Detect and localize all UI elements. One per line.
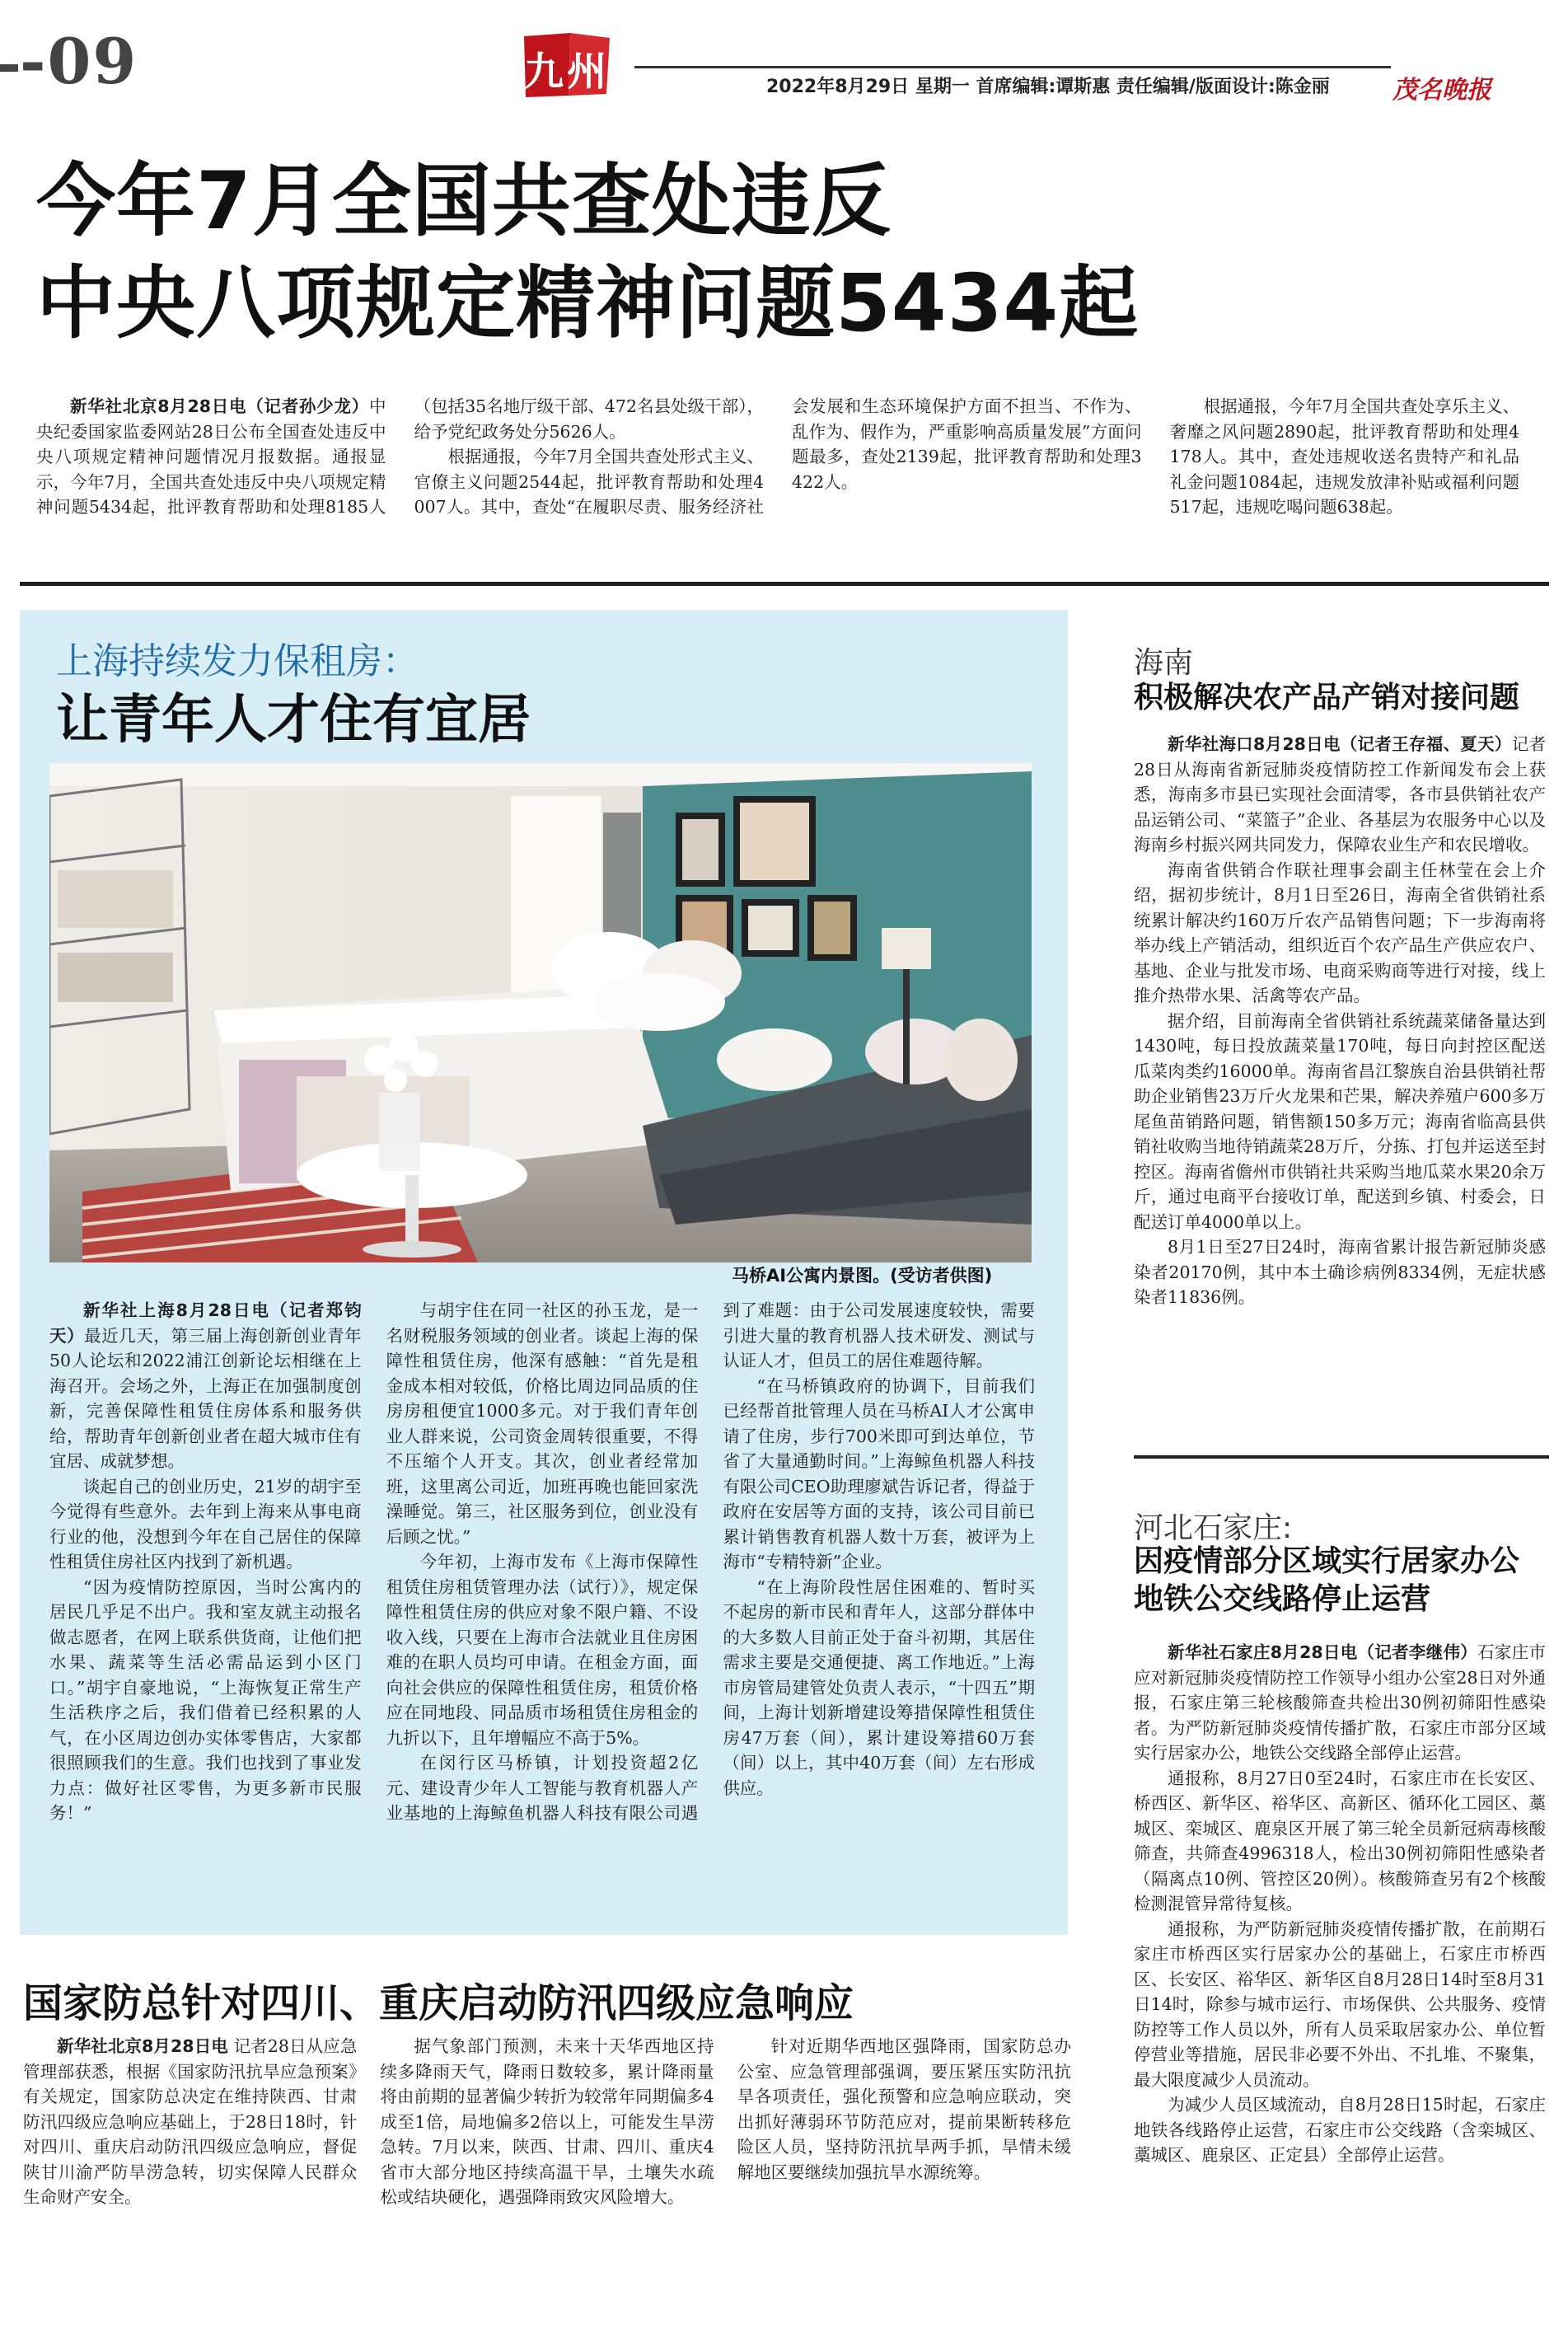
hainan-article-body — [1134, 732, 1546, 1310]
shanghai-article-body — [49, 1298, 1035, 1932]
shanghai-title: 让青年人才住有宜居 — [56, 690, 531, 751]
newspaper-logo: 茂名晚报 — [1392, 76, 1491, 105]
shanghai-subtitle: 上海持续发力保租房： — [56, 640, 419, 682]
shanghai-paragraph: “在马桥镇政府的协调下，目前我们已经帮首批管理人员在马桥AI人才公寓申请了住房，步行700米即可到达单位，节省了大量通勤时间。”上海鲸鱼机器人科技有限公司CEO助理廖斌告诉记者，得益于政府在安居等方面的支持，该公司目前已累计销售教育机器人数十万套，被评为上海市“专精特新”企业。 — [723, 1375, 1035, 1572]
column-divider — [1134, 1455, 1549, 1459]
shanghai-paragraph: 与胡宇住在同一社区的孙玉龙，是一名财税服务领域的创业者。谈起上海的保障性租赁住房，他深有感触：“首先是租金成本相对较低，价格比周边同品质的住房房租便宜1000多元。对于我们青年创业人群来说，公司资金周转很重要，不得不压缩个人开支。其次，创业者经常加班，这里离公司近，加班再晚也能回家洗澡睡觉。第三，社区服务到位，创业没有后顾之忧。” — [386, 1300, 699, 1547]
hebei-subtitle: 河北石家庄: — [1134, 1511, 1293, 1545]
hainan-paragraph: 据介绍，目前海南全省供销社系统蔬菜储备量达到1430吨，每日投放蔬菜量170吨，每日向封控区配送瓜菜肉类约16000单。海南省昌江黎族自治县供销社帮助企业销售23万斤火龙果和芒果，解决养殖户600多万尾鱼苗销路问题，销售额150多万元；海南省临高县供销社收购当地待销蔬菜28万斤，分拣、打包并运送至封控区。海南省儋州市供销社共采购当地瓜菜水果20余万斤，通过电商平台接收订单，配送到乡镇、村委会，日配送订单4000单以上。 — [1134, 1010, 1546, 1232]
shanghai-paragraph: 在闵行区马桥镇，计划投资超2亿元、建设青少年人工智能与教育机器人产业基地的上海鲸鱼机器人科技有限公司遇到了难题：由于公司发展速度较快，需要引进大量的教育机器人技术研发、测试与认证人才，但员工的居住难题待解。 — [386, 1300, 1035, 1823]
page-number: -09 — [20, 25, 138, 98]
headline-line-1: 今年7月全国共查处违反 — [36, 155, 892, 247]
hebei-dateline: 新华社石家庄8月28日电（记者李继伟） — [1168, 1642, 1478, 1662]
shanghai-paragraph: “在上海阶段性居住困难的、暂时买不起房的新市民和青年人，这部分群体中的大多数人目前正处于奋斗初期，其居住需求主要是交通便捷、离工作地近。”上海市房管局建管处负责人表示，“十四五”期间，上海计划新增建设筹措保障性租赁住房47万套（间），累计建设筹措60万套（间）以上，其中40万套（间）左右形成供应。 — [723, 1576, 1035, 1798]
hebei-paragraph: 石家庄市应对新冠肺炎疫情防控工作领导小组办公室28日对外通报，石家庄第三轮核酸筛查共检出30例初筛阳性感染者。为严防新冠肺炎疫情传播扩散，石家庄市部分区域实行居家办公，地铁公交线路全部停止运营。 — [1134, 1642, 1546, 1763]
main-headline — [36, 150, 1536, 354]
headline-line-2: 中央八项规定精神问题5434起 — [36, 257, 1140, 349]
section-name: 九州 — [524, 49, 611, 95]
lead-paragraph: 根据通报，今年7月全国共查处形式主义、官僚主义问题2544起，批评教育帮助和处理4007人。其中，查处“在履职尽责、服务经济社会发展和生态环境保护方面不担当、不作为、乱作为、假作为，严重影响高质量发展”方面问题最多，查处2139起，批评教育帮助和处理3422人。 — [414, 396, 1142, 517]
hebei-paragraph: 为减少人员区域流动，自8月28日15时起，石家庄地铁各线路停止运营，石家庄市公交线路（含栾城区、藁城区、鹿泉区、正定县）全部停止运营。 — [1134, 2095, 1546, 2165]
lead-paragraph: 根据通报，今年7月全国共查处享乐主义、奢靡之风问题2890起，批评教育帮助和处理4178人。其中，查处违规收送名贵特产和礼品礼金问题1084起，违规发放津补贴或福利问题517起，违规吃喝问题638起。 — [1169, 396, 1519, 517]
shanghai-paragraph: “因为疫情防控原因，当时公寓内的居民几乎足不出户。我和室友就主动报名做志愿者，在网上联系供货商，让他们把水果、蔬菜等生活必需品运到小区门口。”胡宇自豪地说，“上海恢复正常生产生活秩序之后，我们借着已经积累的人气，在小区周边创办实体零售店，大家都很照顾我们的生意。我们也找到了事业发力点：做好社区零售，为更多新市民服务！” — [49, 1576, 362, 1823]
hainan-subtitle: 海南 — [1134, 646, 1194, 680]
flood-paragraph: 据气象部门预测，未来十天华西地区持续多降雨天气，降雨日数较多，累计降雨量将由前期的显著偏少转折为较常年同期偏多4成至1倍，局地偏多2倍以上，可能发生旱涝急转。7月以来，陕西、甘肃、四川、重庆4省市大部分地区持续高温干旱，土壤失水疏松或结块硬化，遇强降雨致灾风险增大。 — [380, 2036, 714, 2207]
hainan-dateline: 新华社海口8月28日电（记者王存福、夏天） — [1168, 734, 1512, 754]
hebei-paragraph: 通报称，8月27日0至24时，石家庄市在长安区、桥西区、新华区、裕华区、高新区、循环化工园区、藁城区、栾城区、鹿泉区开展了第三轮全员新冠病毒核酸筛查，共筛查4996318人，检出30例初筛阳性感染者（隔离点10例、管控区20例）。核酸筛查另有2个核酸检测混管异常待复核。 — [1134, 1768, 1546, 1913]
flood-paragraph: 针对近期华西地区强降雨，国家防总办公室、应急管理部强调，要压紧压实防汛抗旱各项责任，强化预警和应急响应联动，突出抓好薄弱环节防范应对，提前果断转移危险区人员，坚持防汛抗旱两手抓，旱情未缓解地区要继续加强抗旱水源统筹。 — [737, 2036, 1071, 2182]
hebei-article-body — [1134, 1640, 1546, 2168]
flood-paragraph: 记者28日从应急管理部获悉，根据《国家防汛抗旱应急预案》有关规定，国家防总决定在维持陕西、甘肃防汛四级应急响应基础上，于28日18时，针对四川、重庆启动防汛四级应急响应，督促陕甘川渝严防旱涝急转，切实保障人民群众生命财产安全。 — [23, 2036, 358, 2207]
shanghai-paragraph: 今年初，上海市发布《上海市保障性租赁住房租赁管理办法（试行）》，规定保障性租赁住房的供应对象不限户籍、不设收入线，只要在上海市合法就业且住房困难的在职人员均可申请。在租金方面，面向社会供应的保障性租赁住房，租赁价格应在同地段、同品质市场租赁住房租金的九折以下，且年增幅应不高于5%。 — [386, 1552, 699, 1748]
shanghai-paragraph: 谈起自己的创业历史，21岁的胡宇至今觉得有些意外。去年到上海来从事电商行业的他，没想到今年在自己居住的保障性租赁住房社区内找到了新机遇。 — [49, 1476, 362, 1572]
hainan-paragraph: 8月1日至27日24时，海南省累计报告新冠肺炎感染者20170例，其中本土确诊病例8334例，无症状感染者11836例。 — [1134, 1237, 1546, 1307]
lead-paragraph: 中央纪委国家监委网站28日公布全国查处违反中央八项规定精神问题情况月报数据。通报显示，今年7月，全国共查处违反中央八项规定精神问题5434起，批评教育帮助和处理8185人（包括35名地厅级干部、472名县处级干部），给予党纪政务处分5626人。 — [36, 396, 764, 517]
flood-article-body — [23, 2034, 1071, 2306]
section-logo — [521, 31, 613, 99]
hainan-paragraph: 记者28日从海南省新冠肺炎疫情防控工作新闻发布会上获悉，海南多市县已实现社会面清零，各市县供销社农产品运销公司、“菜篮子”企业、各基层为农服务中心以及海南乡村振兴网共同发力，保障农业生产和农民增收。 — [1134, 734, 1546, 855]
flood-dateline: 新华社北京8月28日电 — [57, 2036, 228, 2056]
apartment-photo — [49, 763, 1032, 1262]
issue-info: 2022年8月29日 星期一 首席编辑:谭斯惠 责任编辑/版面设计:陈金丽 — [766, 77, 1330, 97]
section-divider — [20, 582, 1549, 586]
lead-article-body — [36, 394, 1519, 565]
hebei-paragraph: 通报称，为严防新冠肺炎疫情传播扩散，在前期石家庄市桥西区实行居家办公的基础上，石家庄市桥西区、长安区、裕华区、新华区自8月28日14时至8月31日14时，除参与城市运行、市场保供、公共服务、疫情防控等工作人员以外，所有人员采取居家办公、单位暂停营业等措施，居民非必要不外出、不扎堆、不聚集，最大限度减少人员流动。 — [1134, 1918, 1546, 2090]
hainan-paragraph: 海南省供销合作联社理事会副主任林莹在会上介绍，据初步统计，8月1日至26日，海南全省供销社系统累计解决约160万斤农产品销售问题；下一步海南将举办线上产销活动，组织近百个农产品生产供应农户、基地、企业与批发市场、电商采购商等进行对接，线上推介热带水果、活禽等农产品。 — [1134, 860, 1546, 1005]
hainan-title: 积极解决农产品产销对接问题 — [1134, 681, 1520, 714]
flood-title: 国家防总针对四川、重庆启动防汛四级应急响应 — [23, 1980, 854, 2026]
photo-caption: 马桥AI公寓内景图。(受访者供图) — [732, 1266, 993, 1286]
shanghai-dateline: 新华社上海8月28日电（记者郑钧天） — [49, 1300, 362, 1346]
header-rule — [634, 66, 1391, 68]
hebei-title: 因疫情部分区域实行居家办公地铁公交线路停止运营 — [1134, 1544, 1520, 1616]
lead-dateline: 新华社北京8月28日电（记者孙少龙） — [70, 396, 369, 416]
shanghai-paragraph: 最近几天，第三届上海创新创业青年50人论坛和2022浦江创新论坛相继在上海召开。会场之外，上海正在加强制度创新，完善保障性租赁住房体系和服务供给，帮助青年创新创业者在超大城市住有宜居、成就梦想。 — [49, 1325, 362, 1471]
